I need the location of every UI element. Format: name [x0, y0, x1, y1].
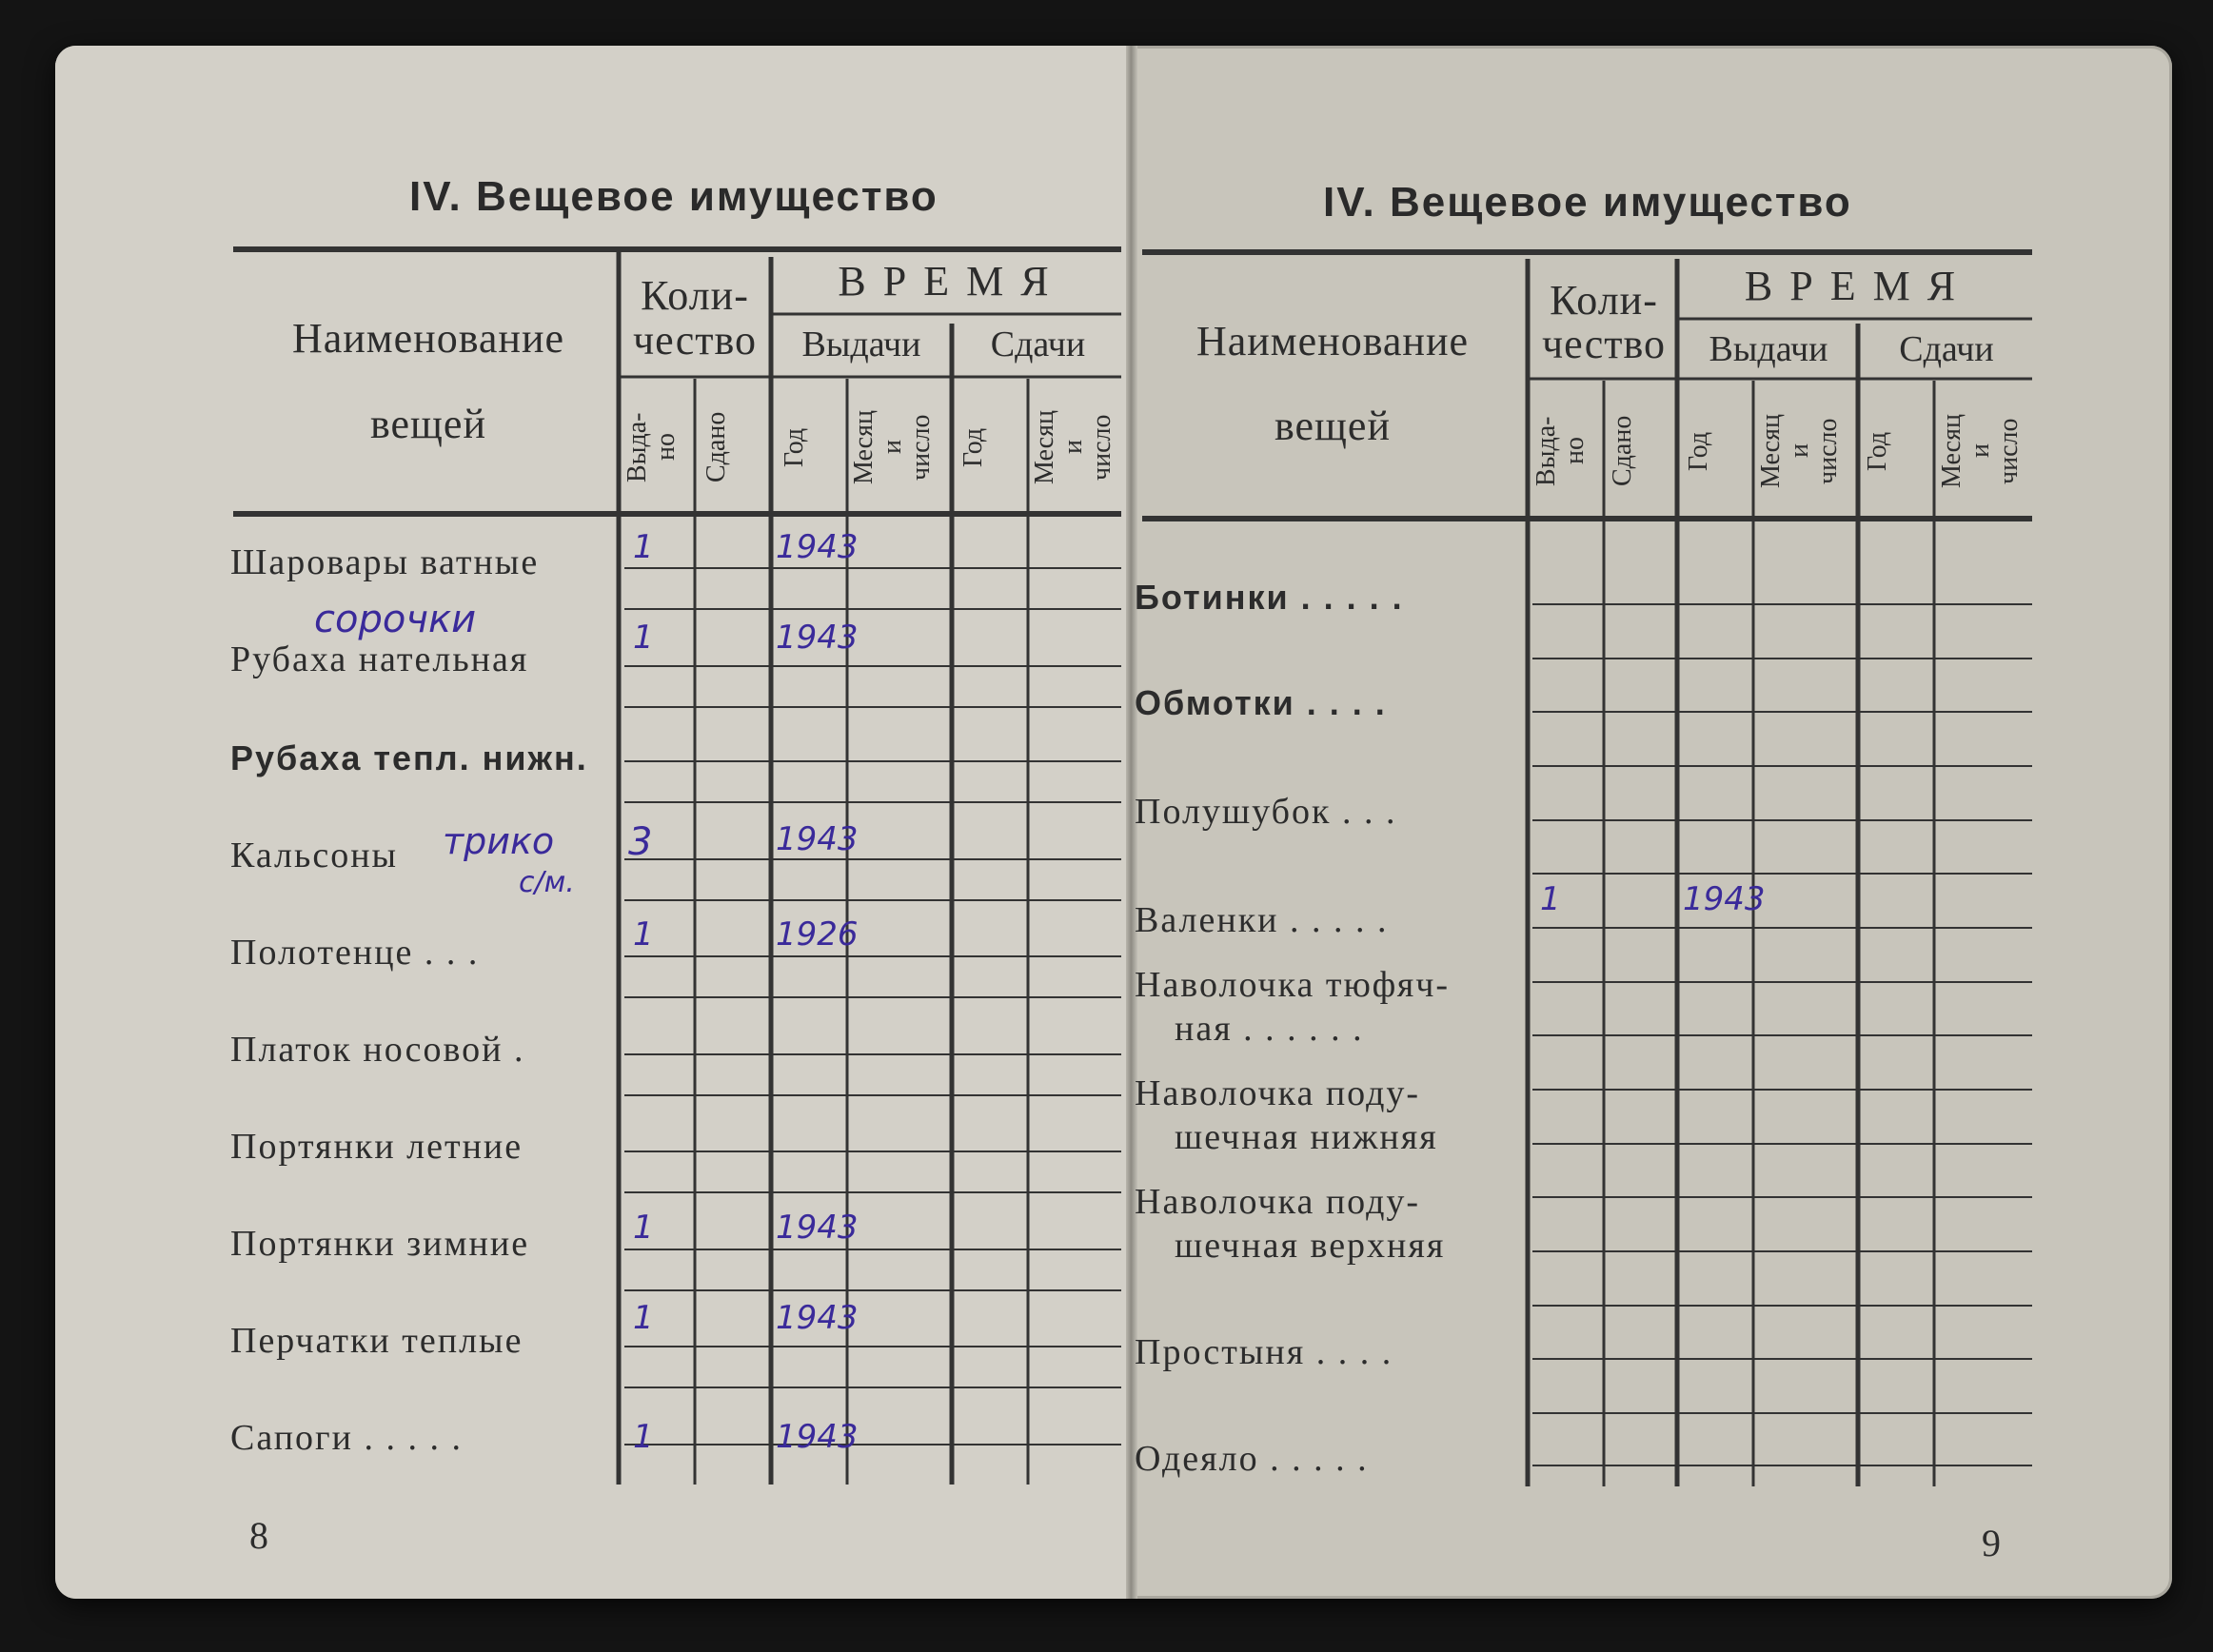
- right-item-mattress-case-cont: ная . . . . . .: [1175, 1009, 1364, 1049]
- right-header-qty-line1: Коли-: [1550, 277, 1658, 324]
- right-item-pillow-upper-cont: шечная верхняя: [1175, 1226, 1446, 1266]
- right-page-title: IV. Вещевое имущество: [1323, 179, 1852, 226]
- hand-qty-valenki: 1: [1540, 880, 1561, 918]
- hand-note-trico: трико: [443, 820, 555, 862]
- left-item-4: Кальсоны: [230, 836, 399, 875]
- hand-qty-8: 1: [633, 1209, 654, 1247]
- left-item-9: Перчатки теплые: [230, 1321, 524, 1361]
- hand-note-sm: с/м.: [519, 866, 575, 899]
- left-page-title: IV. Вещевое имущество: [409, 173, 939, 220]
- left-item-8: Портянки зимние: [230, 1224, 530, 1264]
- right-page-number: 9: [1982, 1522, 2001, 1564]
- right-item-puttees: Обмотки . . . .: [1135, 683, 1387, 722]
- left-header-monthday-issue: Месяц и число: [849, 410, 936, 484]
- hand-year-9: 1943: [776, 1299, 859, 1337]
- right-item-pillow-upper: Наволочка поду-: [1135, 1182, 1421, 1222]
- right-header-issue: Выдачи: [1709, 329, 1828, 369]
- left-item-10: Сапоги . . . . .: [230, 1418, 463, 1458]
- left-header-qty-line1: Коли-: [641, 272, 749, 319]
- left-header-returned: Сдано: [701, 411, 731, 483]
- left-header-time: ВРЕМЯ: [838, 258, 1066, 305]
- right-item-boots: Ботинки . . . . .: [1135, 578, 1404, 617]
- hand-year-10: 1943: [776, 1418, 859, 1456]
- right-header-name-line2: вещей: [1274, 403, 1391, 449]
- hand-year-valenki: 1943: [1683, 880, 1766, 918]
- left-header-year-issue: Год: [780, 427, 809, 467]
- right-header-monthday-issue: Месяц и число: [1756, 414, 1843, 488]
- right-item-sheepskin: Полушубок . . .: [1135, 792, 1397, 832]
- right-header-qty-line2: чество: [1542, 321, 1666, 367]
- hand-qty-1: 1: [633, 528, 654, 566]
- hand-year-1: 1943: [776, 528, 859, 566]
- left-header-monthday-return: Месяц и число: [1030, 410, 1116, 484]
- hand-year-4: 1943: [776, 820, 859, 858]
- hand-qty-10: 1: [633, 1418, 654, 1456]
- right-item-valenki: Валенки . . . . .: [1135, 900, 1389, 940]
- left-item-7: Портянки летние: [230, 1127, 524, 1167]
- right-item-mattress-case: Наволочка тюфяч-: [1135, 965, 1450, 1005]
- right-header-time: ВРЕМЯ: [1744, 263, 1973, 309]
- right-header-return: Сдачи: [1899, 329, 1994, 369]
- left-header-name-line1: Наименование: [291, 315, 565, 362]
- hand-year-5: 1926: [776, 915, 859, 954]
- left-item-3: Рубаха тепл. нижн.: [230, 738, 588, 777]
- hand-qty-5: 1: [633, 915, 654, 954]
- left-header-return: Сдачи: [990, 324, 1086, 364]
- left-item-2: Рубаха нательная: [230, 639, 529, 679]
- left-header-issue: Выдачи: [801, 324, 921, 364]
- left-item-1: Шаровары ватные: [230, 542, 540, 582]
- hand-qty-2: 1: [633, 619, 654, 657]
- right-header-name-line1: Наименование: [1195, 318, 1470, 364]
- right-header-year-return: Год: [1863, 431, 1892, 471]
- left-header-name-line2: вещей: [369, 401, 486, 447]
- left-header-year-return: Год: [958, 427, 988, 467]
- left-header-qty-line2: чество: [633, 317, 757, 364]
- right-item-pillow-lower-cont: шечная нижняя: [1175, 1117, 1438, 1157]
- right-header-year-issue: Год: [1684, 431, 1713, 471]
- right-header-monthday-return: Месяц и число: [1937, 414, 2024, 488]
- right-item-blanket: Одеяло . . . . .: [1135, 1439, 1369, 1479]
- hand-year-8: 1943: [776, 1209, 859, 1247]
- left-header-issued: Выда- но: [622, 412, 681, 482]
- left-page-number: 8: [249, 1514, 268, 1557]
- hand-year-2: 1943: [776, 619, 859, 657]
- hand-qty-4: 3: [628, 820, 653, 864]
- hand-note-shirts: сорочки: [314, 598, 477, 641]
- right-item-pillow-lower: Наволочка поду-: [1135, 1073, 1421, 1113]
- left-item-6: Платок носовой .: [230, 1030, 525, 1070]
- hand-qty-9: 1: [633, 1299, 654, 1337]
- right-header-returned: Сдано: [1608, 415, 1637, 487]
- right-item-sheet: Простыня . . . .: [1135, 1332, 1393, 1372]
- left-item-5: Полотенце . . .: [230, 933, 480, 973]
- right-header-issued: Выда- но: [1531, 416, 1590, 486]
